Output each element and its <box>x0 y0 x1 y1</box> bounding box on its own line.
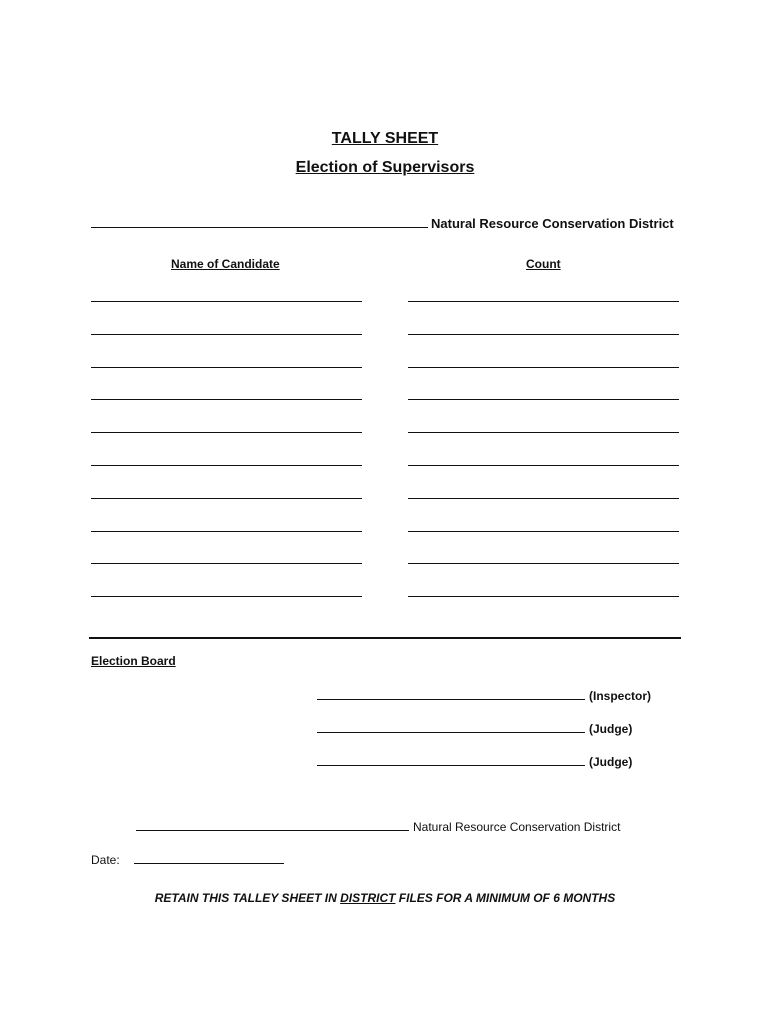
date-field[interactable] <box>134 851 284 864</box>
signature-role-label: (Inspector) <box>589 689 652 703</box>
candidate-column-header: Name of Candidate <box>171 257 280 271</box>
footer-district-suffix: Natural Resource Conservation District <box>413 820 621 834</box>
count-field[interactable] <box>408 334 679 335</box>
judge-signature-field[interactable] <box>317 720 585 733</box>
document-subtitle: Election of Supervisors <box>295 159 475 176</box>
inspector-signature-line <box>317 687 651 703</box>
candidate-name-field[interactable] <box>91 367 362 368</box>
count-field[interactable] <box>408 531 679 532</box>
candidate-name-field[interactable] <box>91 563 362 564</box>
candidate-name-field[interactable] <box>91 596 362 597</box>
candidate-name-field[interactable] <box>91 531 362 532</box>
count-column-header: Count <box>526 257 561 271</box>
count-field[interactable] <box>408 301 679 302</box>
district-name-line <box>91 213 674 231</box>
signature-role-label: (Judge) <box>589 722 633 736</box>
inspector-signature-field[interactable] <box>317 687 585 700</box>
candidate-name-field[interactable] <box>91 432 362 433</box>
count-field[interactable] <box>408 399 679 400</box>
count-field[interactable] <box>408 465 679 466</box>
date-label: Date: <box>91 853 120 867</box>
section-divider <box>89 637 681 639</box>
signature-role-label: (Judge) <box>589 755 633 769</box>
retention-district-word: DISTRICT <box>340 891 396 905</box>
candidate-name-field[interactable] <box>91 498 362 499</box>
document-title: TALLY SHEET <box>331 130 439 147</box>
candidate-name-field[interactable] <box>91 334 362 335</box>
retention-text: RETAIN THIS TALLEY SHEET IN <box>154 891 341 905</box>
district-name-field[interactable] <box>91 213 428 228</box>
retention-notice <box>0 891 770 905</box>
footer-district-line <box>136 818 620 834</box>
footer-district-field[interactable] <box>136 818 409 831</box>
candidate-name-field[interactable] <box>91 399 362 400</box>
judge-signature-line <box>317 753 632 769</box>
judge-signature-line <box>317 720 632 736</box>
count-field[interactable] <box>408 563 679 564</box>
date-line <box>91 851 284 867</box>
count-field[interactable] <box>408 596 679 597</box>
count-field[interactable] <box>408 498 679 499</box>
judge-signature-field[interactable] <box>317 753 585 766</box>
candidate-name-field[interactable] <box>91 301 362 302</box>
count-field[interactable] <box>408 432 679 433</box>
candidate-name-field[interactable] <box>91 465 362 466</box>
district-suffix-label: Natural Resource Conservation District <box>431 216 674 231</box>
election-board-heading: Election Board <box>91 654 176 668</box>
retention-text: FILES FOR A MINIMUM OF 6 MONTHS <box>395 891 616 905</box>
count-field[interactable] <box>408 367 679 368</box>
